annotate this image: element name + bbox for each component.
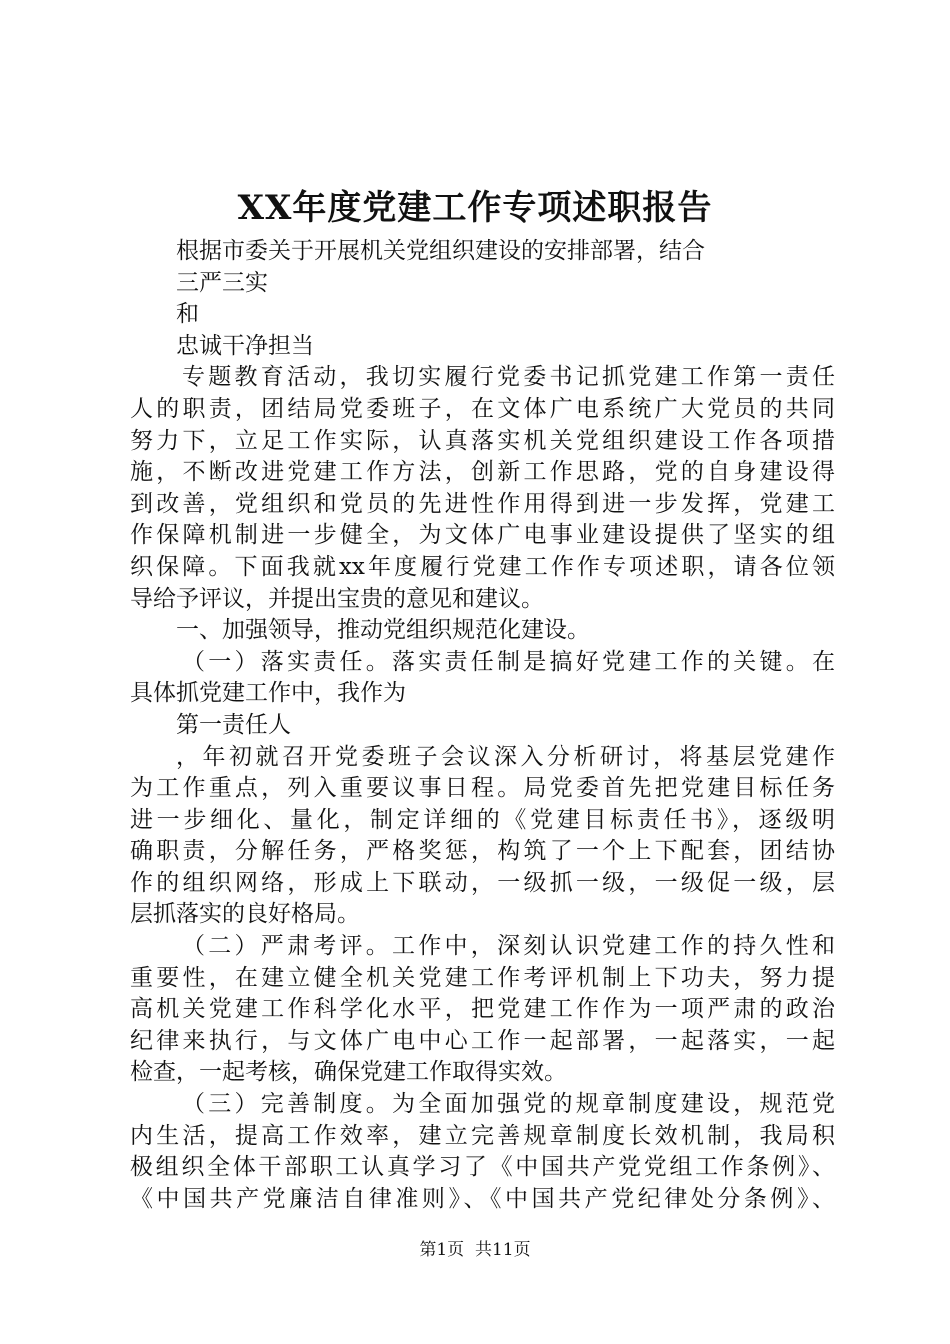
body-line: （一）落实责任。落实责任制是搞好党建工作的关键。在 bbox=[182, 648, 835, 675]
body-line: （二）严肃考评。工作中，深刻认识党建工作的持久性和 bbox=[182, 933, 835, 960]
body-line: 第一责任人 bbox=[176, 711, 291, 738]
body-line: 三严三实 bbox=[176, 269, 268, 296]
page-number: 第1页 共11页 bbox=[419, 1240, 531, 1260]
page-footer bbox=[0, 1238, 950, 1262]
body-line: 根据市委关于开展机关党组织建设的安排部署，结合 bbox=[176, 238, 705, 264]
body-line: 到改善，党组织和党员的先进性作用得到进一步发挥，党建工 bbox=[130, 490, 835, 517]
body-line: 人的职责，团结局党委班子，在文体广电系统广大党员的共同 bbox=[130, 395, 835, 422]
body-line: 进一步细化、量化，制定详细的《党建目标责任书》，逐级明 bbox=[130, 806, 835, 833]
body-line: 施，不断改进党建工作方法，创新工作思路，党的自身建设得 bbox=[130, 459, 835, 486]
body-line: 重要性，在建立健全机关党建工作考评机制上下功夫，努力提 bbox=[130, 964, 835, 991]
body-line: 内生活，提高工作效率，建立完善规章制度长效机制，我局积 bbox=[130, 1122, 835, 1149]
body-line: 检查，一起考核，确保党建工作取得实效。 bbox=[130, 1059, 567, 1086]
body-line: 为工作重点，列入重要议事日程。局党委首先把党建目标任务 bbox=[130, 775, 835, 802]
document-body bbox=[130, 236, 835, 1215]
body-line: （三）完善制度。为全面加强党的规章制度建设，规范党 bbox=[182, 1091, 835, 1118]
body-line: 层抓落实的良好格局。 bbox=[130, 901, 360, 928]
body-line: 忠诚干净担当 bbox=[176, 332, 314, 359]
body-line: 和 bbox=[176, 301, 199, 328]
body-line: 织保障。下面我就xx年度履行党建工作作专项述职，请各位领 bbox=[130, 553, 835, 580]
body-line: 作的组织网络，形成上下联动，一级抓一级，一级促一级，层 bbox=[130, 869, 835, 896]
body-line: 导给予评议，并提出宝贵的意见和建议。 bbox=[130, 585, 544, 612]
body-line: 具体抓党建工作中，我作为 bbox=[130, 680, 406, 707]
body-line: 《中国共产党廉洁自律准则》、《中国共产党纪律处分条例》、 bbox=[130, 1185, 835, 1212]
document-title: XX年度党建工作专项述职报告 bbox=[237, 188, 713, 228]
body-line: 作保障机制进一步健全，为文体广电事业建设提供了坚实的组 bbox=[130, 522, 835, 549]
body-line: 纪律来执行，与文体广电中心工作一起部署，一起落实，一起 bbox=[130, 1027, 835, 1054]
section-heading: 一、加强领导，推动党组织规范化建设。 bbox=[176, 617, 590, 644]
body-line: ，年初就召开党委班子会议深入分析研讨，将基层党建作 bbox=[176, 743, 835, 770]
body-line: 极组织全体干部职工认真学习了《中国共产党党组工作条例》、 bbox=[130, 1154, 835, 1181]
body-line: 高机关党建工作科学化水平，把党建工作作为一项严肃的政治 bbox=[130, 996, 835, 1023]
body-line: 努力下，立足工作实际，认真落实机关党组织建设工作各项措 bbox=[130, 427, 835, 454]
body-line: 专题教育活动，我切实履行党委书记抓党建工作第一责任 bbox=[182, 364, 835, 391]
body-line: 确职责，分解任务，严格奖惩，构筑了一个上下配套，团结协 bbox=[130, 838, 835, 865]
